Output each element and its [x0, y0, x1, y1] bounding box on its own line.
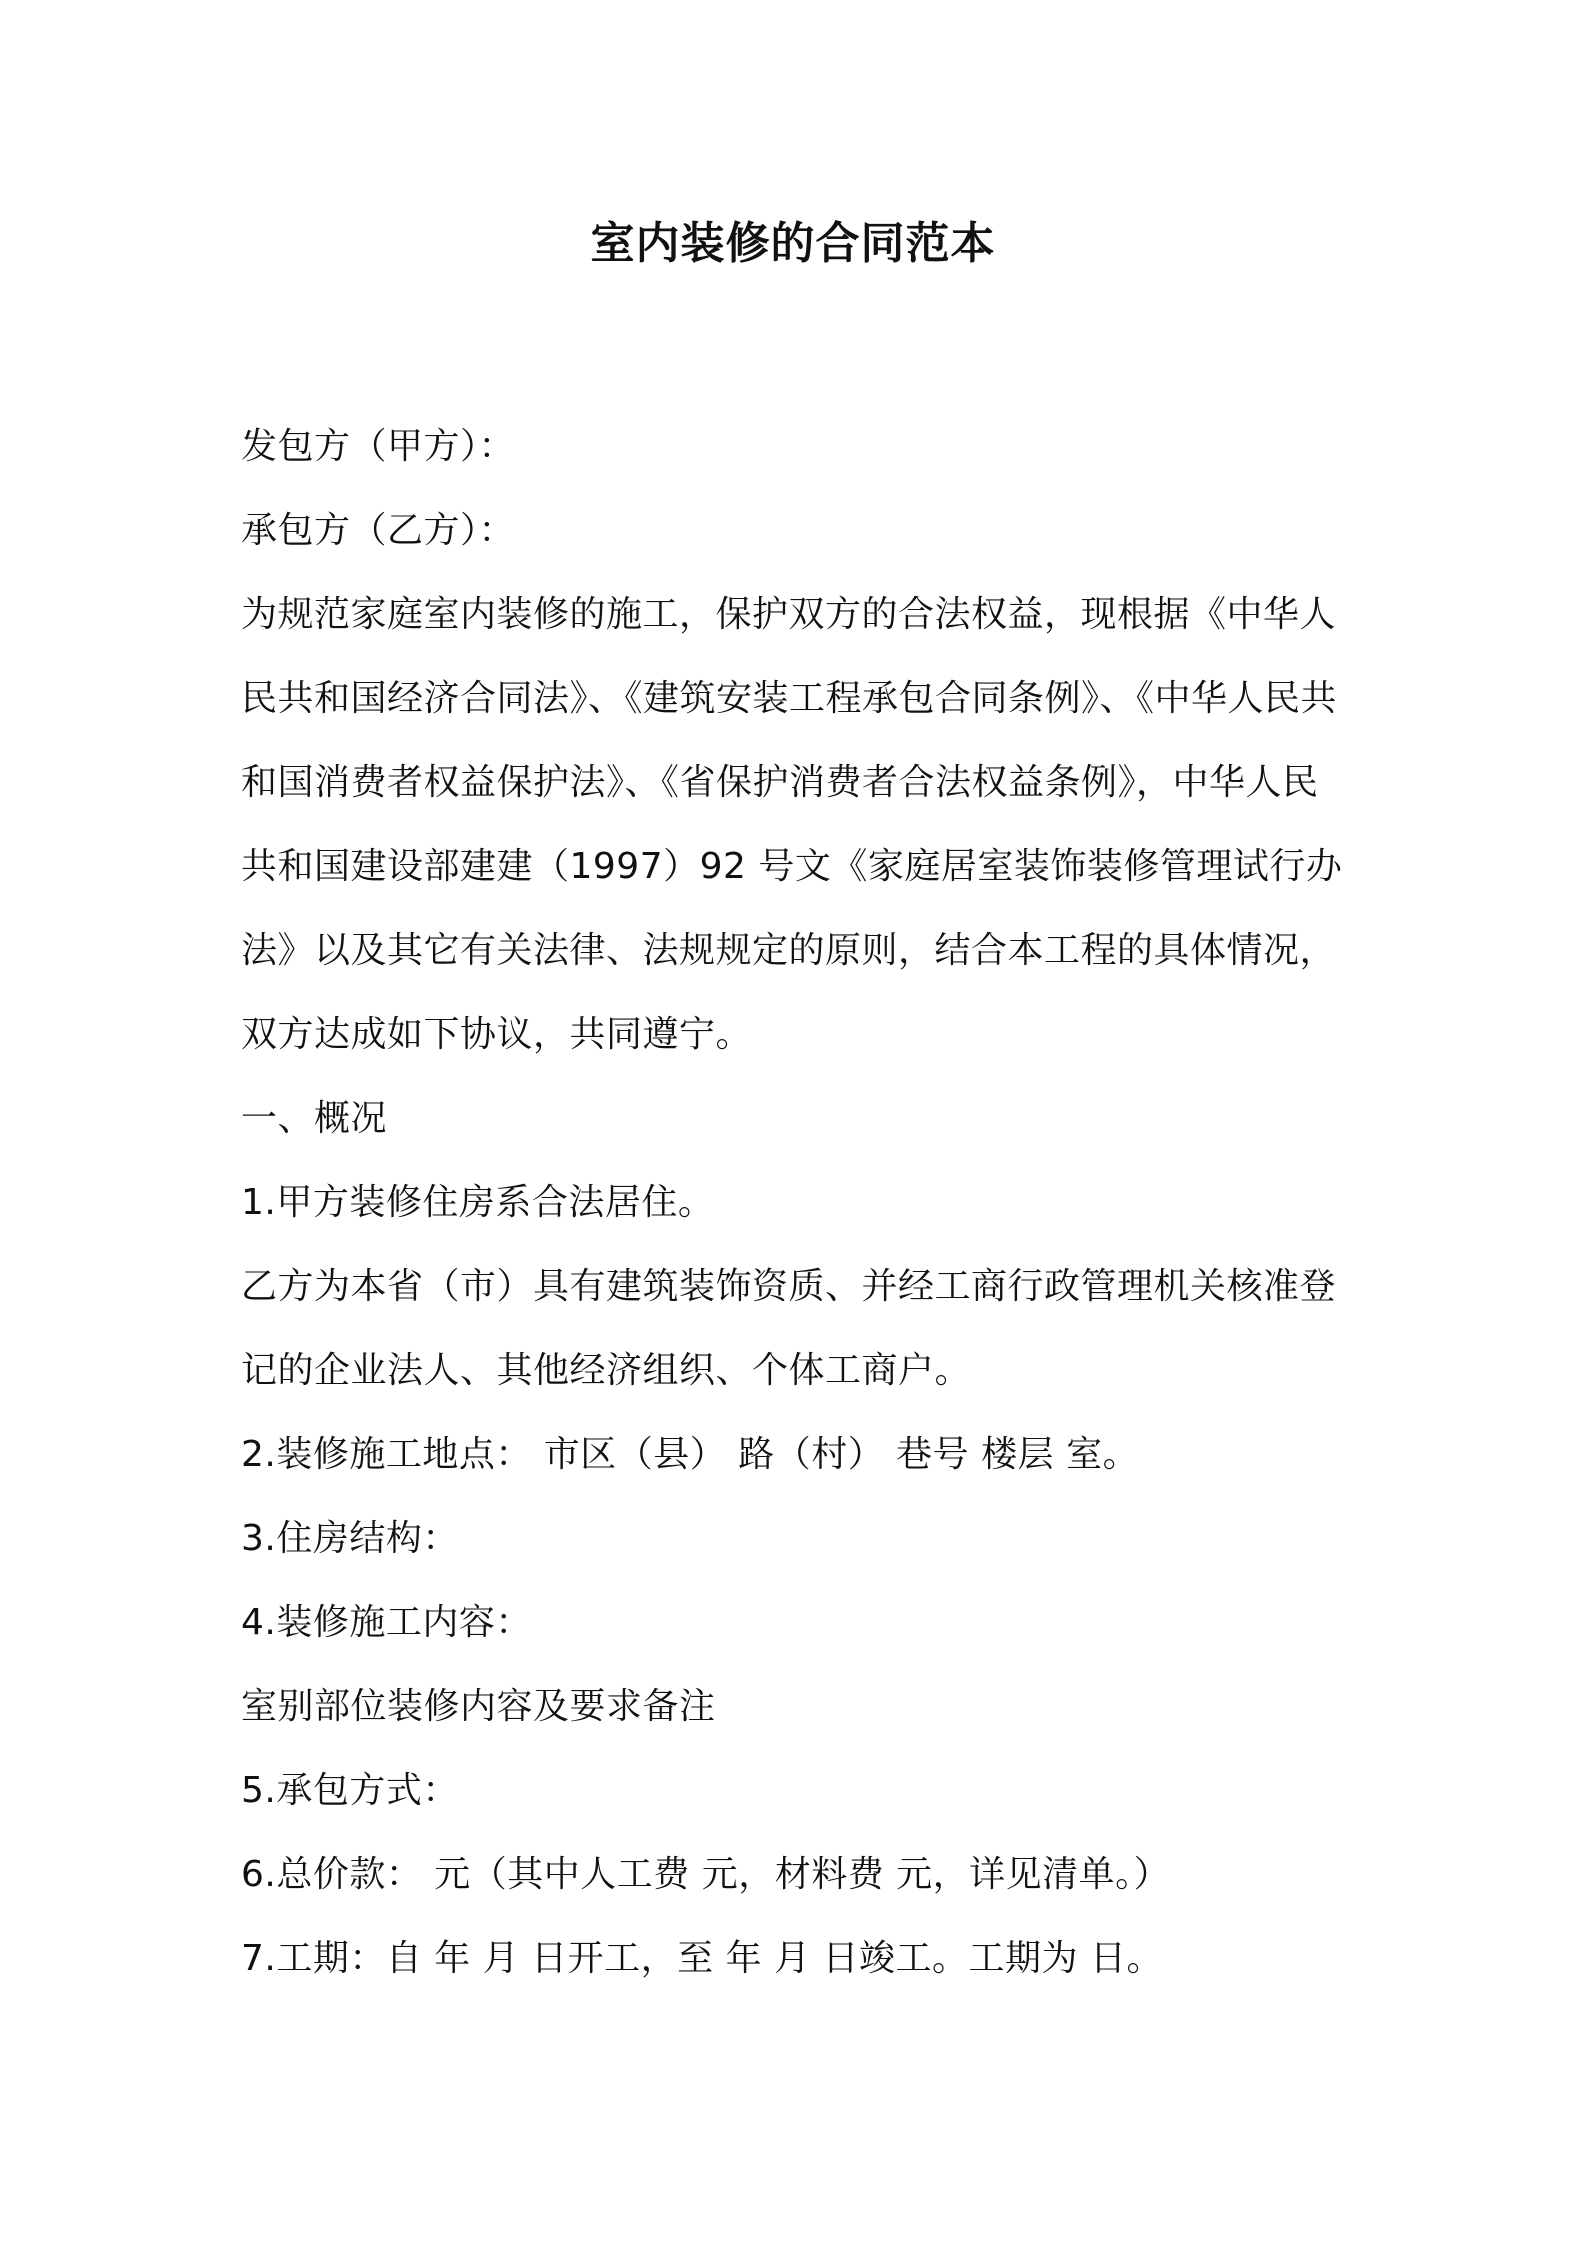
- clause-6-price: 6.总价款： 元（其中人工费 元，材料费 元，详见清单。）: [241, 1854, 1171, 1895]
- clause-4-content: 4.装修施工内容：: [241, 1602, 532, 1643]
- preamble-line-1: 为规范家庭室内装修的施工，保护双方的合法权益，现根据《中华人: [241, 594, 1337, 635]
- party-a-line: 发包方（甲方）：: [241, 426, 516, 467]
- preamble-line-3: 和国消费者权益保护法》、《省保护消费者合法权益条例》，中华人民: [241, 762, 1319, 803]
- clause-2-location: 2.装修施工地点： 市区（县） 路（村） 巷号 楼层 室。: [241, 1434, 1140, 1475]
- clause-1: 1.甲方装修住房系合法居住。: [241, 1182, 715, 1223]
- clause-1-party-b-line-1: 乙方为本省（市）具有建筑装饰资质、并经工商行政管理机关核准登: [241, 1266, 1337, 1307]
- section-heading-overview: 一、概况: [241, 1098, 388, 1139]
- clause-7-period: 7.工期：自 年 月 日开工，至 年 月 日竣工。工期为 日。: [241, 1938, 1163, 1979]
- preamble-line-5: 法》以及其它有关法律、法规规定的原则，结合本工程的具体情况，: [241, 930, 1337, 971]
- preamble-line-4: 共和国建设部建建（1997）92 号文《家庭居室装饰装修管理试行办: [241, 846, 1343, 887]
- preamble-line-6: 双方达成如下协议，共同遵宁。: [241, 1014, 753, 1055]
- document-title: 室内装修的合同范本: [590, 218, 996, 269]
- document-body: [241, 405, 1361, 2001]
- content-table-header: 室别部位装修内容及要求备注: [241, 1686, 716, 1727]
- clause-1-party-b-line-2: 记的企业法人、其他经济组织、个体工商户。: [241, 1350, 972, 1391]
- clause-5-method: 5.承包方式：: [241, 1770, 459, 1811]
- clause-3-structure: 3.住房结构：: [241, 1518, 459, 1559]
- party-b-line: 承包方（乙方）：: [241, 510, 516, 551]
- preamble-line-2: 民共和国经济合同法》、《建筑安装工程承包合同条例》、《中华人民共: [241, 678, 1338, 719]
